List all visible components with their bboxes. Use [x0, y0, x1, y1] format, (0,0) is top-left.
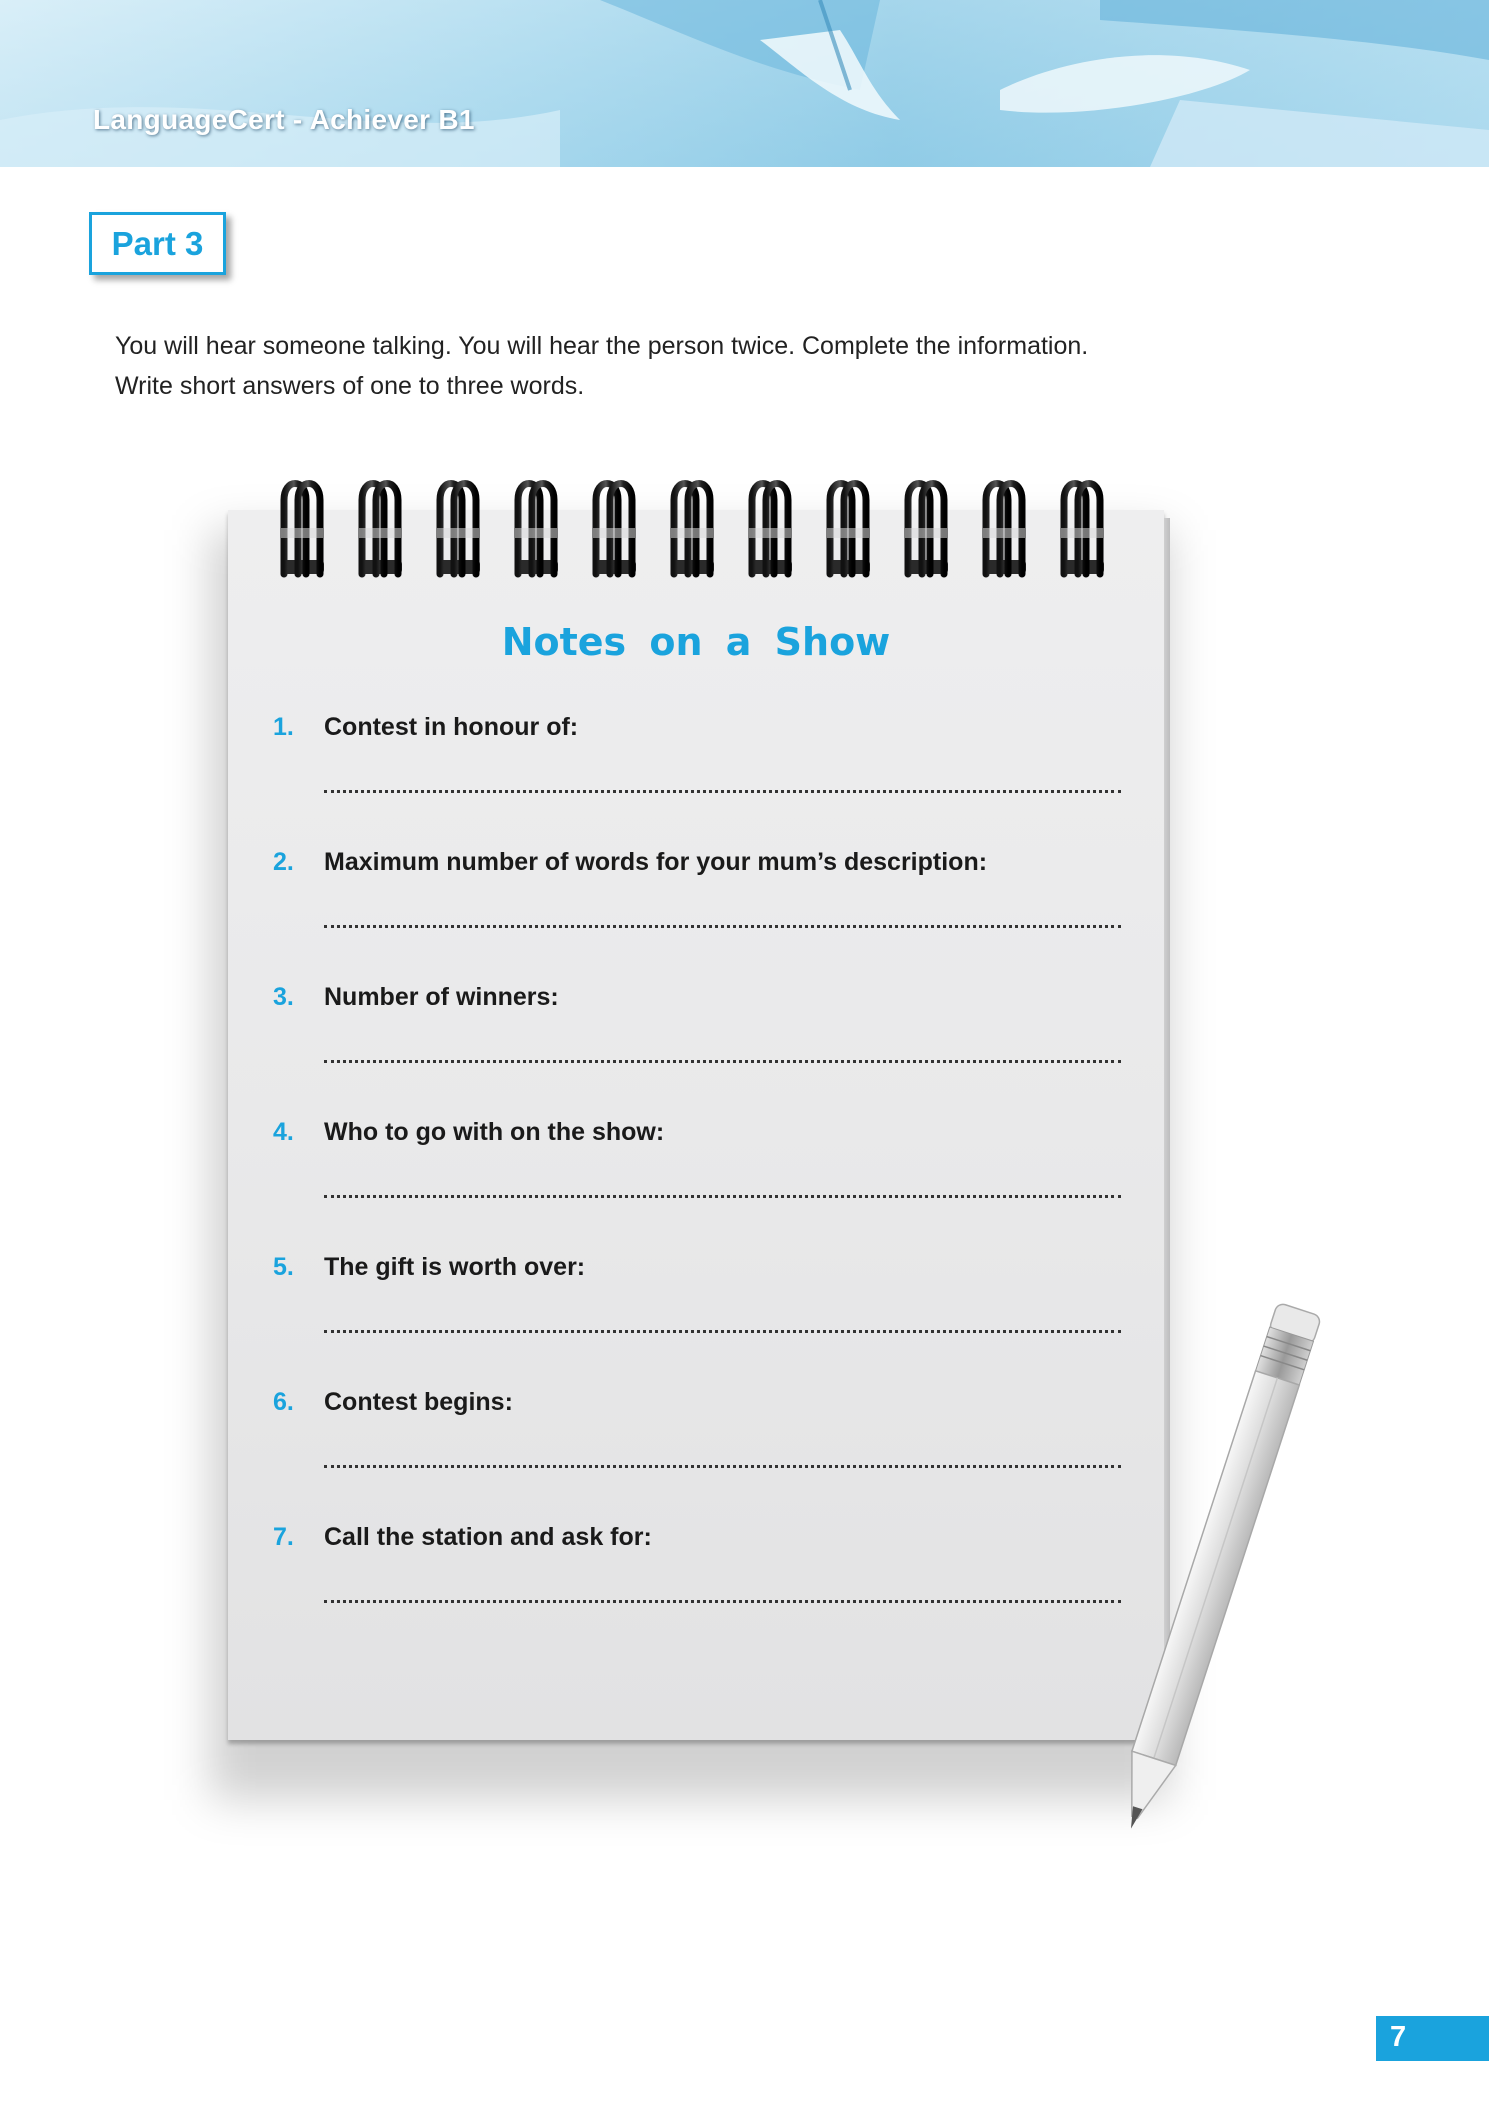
question-label: Contest begins: — [324, 1388, 513, 1416]
spiral-ring — [1061, 484, 1104, 575]
question-6 — [273, 1388, 1123, 1448]
page-number — [1376, 2016, 1489, 2061]
spiral-binding-icon — [0, 0, 1489, 620]
pencil-icon — [1100, 1290, 1330, 1850]
spiral-ring — [515, 484, 558, 575]
question-label: Maximum number of words for your mum’s description: — [324, 848, 988, 876]
answer-line-7[interactable] — [324, 1600, 1121, 1603]
question-label: Contest in honour of: — [324, 713, 579, 741]
question-7 — [273, 1523, 1123, 1583]
question-3 — [273, 983, 1123, 1043]
question-number: 5. — [273, 1253, 294, 1281]
spiral-ring — [437, 484, 480, 575]
answer-line-3[interactable] — [324, 1060, 1121, 1063]
spiral-ring — [983, 484, 1026, 575]
answer-line-5[interactable] — [324, 1330, 1121, 1333]
spiral-ring — [671, 484, 714, 575]
notepad-title: Notes on a Show — [501, 620, 891, 664]
question-number: 2. — [273, 848, 294, 876]
series-title: LanguageCert - Achiever B1 — [93, 104, 475, 135]
question-label: Number of winners: — [324, 983, 559, 1011]
answer-line-1[interactable] — [324, 790, 1121, 793]
question-label: Who to go with on the show: — [324, 1118, 665, 1146]
answer-line-2[interactable] — [324, 925, 1121, 928]
spiral-ring — [827, 484, 870, 575]
spiral-ring — [905, 484, 948, 575]
question-5 — [273, 1253, 1123, 1313]
spiral-ring — [593, 484, 636, 575]
question-number: 1. — [273, 713, 294, 741]
answer-line-6[interactable] — [324, 1465, 1121, 1468]
question-number: 3. — [273, 983, 294, 1011]
part-label: Part 3 — [89, 212, 226, 275]
question-4 — [273, 1118, 1123, 1178]
instruction-line-2: Write short answers of one to three words. — [115, 372, 585, 400]
spiral-ring — [281, 484, 324, 575]
question-number: 7. — [273, 1523, 294, 1551]
spiral-ring — [749, 484, 792, 575]
page-number-text: 7 — [1390, 2021, 1407, 2053]
question-1 — [273, 713, 1123, 773]
question-2 — [273, 848, 1123, 908]
question-label: The gift is worth over: — [324, 1253, 586, 1281]
question-label: Call the station and ask for: — [324, 1523, 652, 1551]
question-number: 4. — [273, 1118, 294, 1146]
instruction-line-1: You will hear someone talking. You will hear the person twice. Complete the information. — [115, 332, 1089, 360]
answer-line-4[interactable] — [324, 1195, 1121, 1198]
question-number: 6. — [273, 1388, 294, 1416]
spiral-ring — [359, 484, 402, 575]
